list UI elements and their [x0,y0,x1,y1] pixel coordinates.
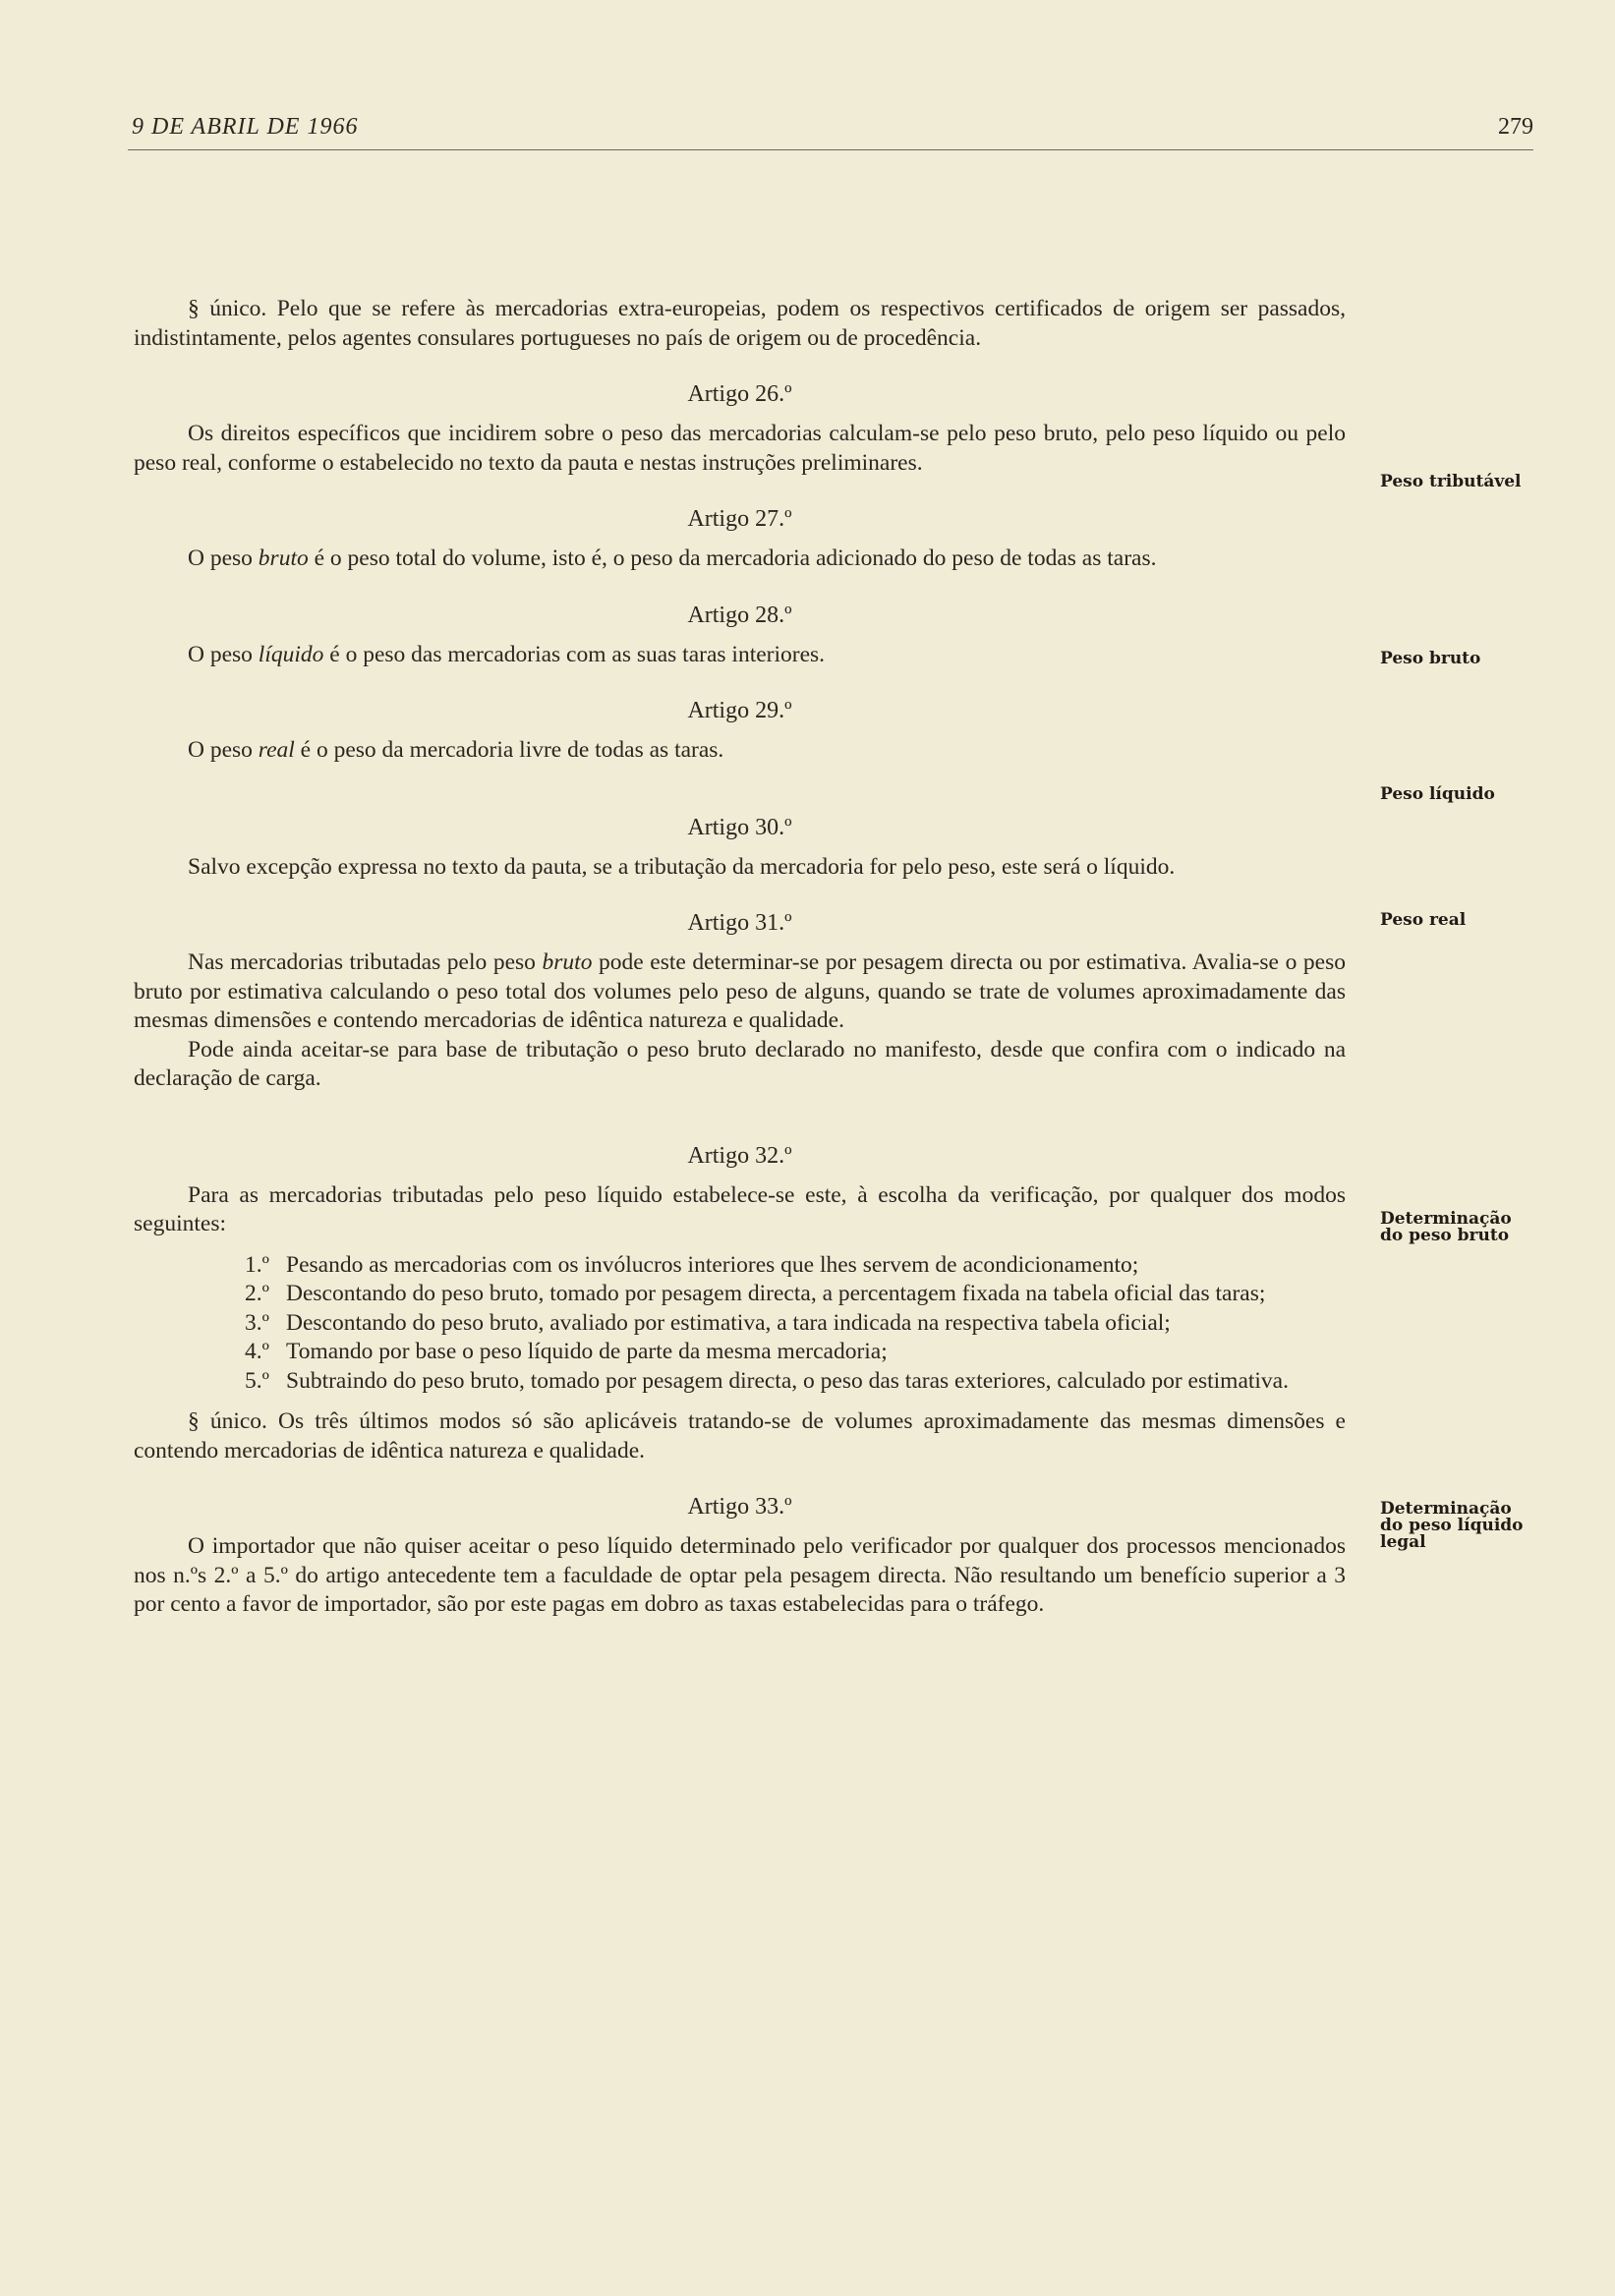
artigo-33-text: O importador que não quiser aceitar o peso líquido determinado pelo verificador por qualquer dos processos mencionados nos n.ºs 2.º a 5.º do artigo antecedente tem a faculdade de optar pela pesagem directa. Não resultando um benefício superior a 3 por cento a favor de importador, são por este pagas em dobro as taxas estabelecidas para o tráfego. [134,1533,1346,1617]
document-body [134,295,1346,1620]
sidenote-peso-liquido: Peso líquido [1380,784,1495,804]
sidenote-peso-tributavel: Peso tributável [1380,472,1522,491]
artigo-29-heading: Artigo 29.º [687,698,792,723]
artigo-31-text: Nas mercadorias tributadas pelo peso bruto pode este determinar-se por pesagem directa ou por estimativa. Avalia-se o peso bruto por estimativa calculando o peso total dos volumes pelo peso de alguns, quando se trate de volumes aproximadamente das mesmas dimensões e contendo mercadorias de idêntica natureza e qualidade. [134,949,1346,1033]
artigo-26-heading: Artigo 26.º [687,381,792,407]
artigo-28-text: O peso líquido é o peso das mercadorias com as suas taras interiores. [188,641,826,667]
artigo-31-text-2: Pode ainda aceitar-se para base de tributação o peso bruto declarado no manifesto, desde que confira com o indicado na declaração de carga. [134,1036,1346,1091]
page-header [128,110,1533,150]
unico-32-paragraph: § único. Os três últimos modos só são aplicáveis tratando-se de volumes aproximadamente das mesmas dimensões e contendo mercadorias de idêntica natureza e qualidade. [134,1408,1346,1464]
artigo-32-text: Para as mercadorias tributadas pelo peso líquido estabelece-se este, à escolha da verificação, por qualquer dos modos seguintes: [134,1181,1346,1236]
artigo-32-heading: Artigo 32.º [687,1142,792,1169]
sidenote-determinacao-peso-bruto: Determinação do peso bruto [1380,1209,1512,1245]
list-item: 3.º Descontando do peso bruto, avaliado por estimativa, a tara indicada na respectiva tabela oficial; [245,1309,1171,1336]
artigo-29-text: O peso real é o peso da mercadoria livre de todas as taras. [188,737,724,763]
artigo-27-heading: Artigo 27.º [687,506,792,532]
artigo-28-heading: Artigo 28.º [687,602,792,628]
artigo-30-text: Salvo excepção expressa no texto da pauta, se a tributação da mercadoria for pelo peso, este será o líquido. [188,853,1176,880]
sidenote-peso-bruto: Peso bruto [1380,649,1481,668]
artigo-33-heading: Artigo 33.º [687,1494,792,1520]
artigo-30-heading: Artigo 30.º [687,814,792,840]
unico-paragraph: § único. Pelo que se refere às mercadorias extra-europeias, podem os respectivos certificados de origem ser passados, indistintamente, pelos agentes consulares portugueses no país de origem ou de procedência. [134,296,1346,351]
artigo-27-text: O peso bruto é o peso total do volume, isto é, o peso da mercadoria adicionado do peso de todas as taras. [188,545,1157,571]
list-item: 1.º Pesando as mercadorias com os invólucros interiores que lhes servem de acondicionamento; [245,1251,1139,1278]
sidenote-peso-real: Peso real [1380,910,1467,930]
list-item: 5.º Subtraindo do peso bruto, tomado por pesagem directa, o peso das taras exteriores, calculado por estimativa. [245,1367,1289,1394]
list-item: 2.º Descontando do peso bruto, tomado por pesagem directa, a percentagem fixada na tabela oficial das taras; [245,1281,1266,1306]
page-number: 279 [1498,114,1533,140]
artigo-31-heading: Artigo 31.º [687,910,792,936]
header-date: 9 DE ABRIL DE 1966 [132,114,359,140]
artigo-32-list [134,1251,1346,1397]
artigo-26-text: Os direitos específicos que incidirem sobre o peso das mercadorias calculam-se pelo peso bruto, pelo peso líquido ou pelo peso real, conforme o estabelecido no texto da pauta e nestas instruções preliminares. [134,421,1346,476]
sidenote-determinacao-peso-liquido: Determinação do peso líquido legal [1380,1499,1524,1552]
list-item: 4.º Tomando por base o peso líquido de parte da mesma mercadoria; [245,1339,888,1364]
